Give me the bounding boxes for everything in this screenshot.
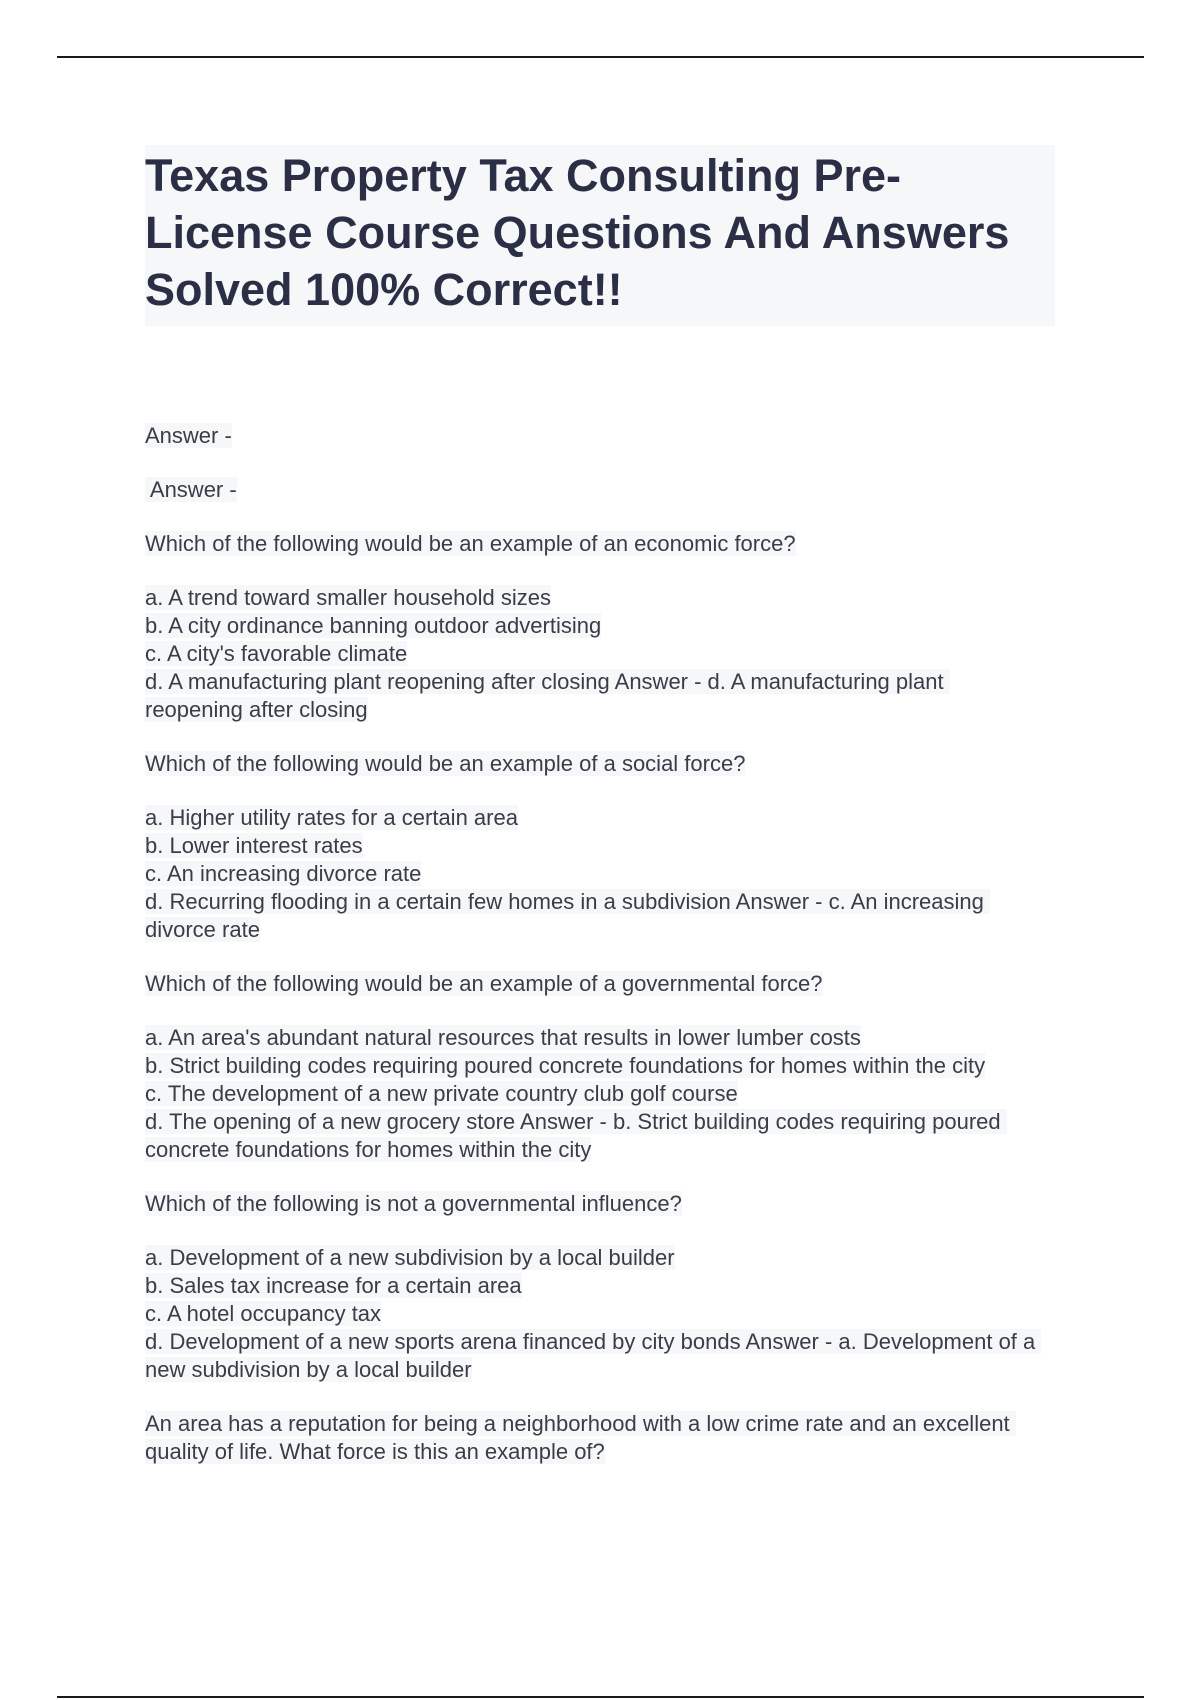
option-item: c. An increasing divorce rate: [145, 861, 422, 886]
option-item: b. Strict building codes requiring poured concrete foundations for homes within the city: [145, 1053, 986, 1078]
option-item: a. Higher utility rates for a certain area: [145, 805, 518, 830]
option-item: c. A hotel occupancy tax: [145, 1301, 382, 1326]
option-item: a. Development of a new subdivision by a local builder: [145, 1245, 675, 1270]
question-text: Which of the following would be an example of a social force?: [145, 751, 746, 776]
options-list: [145, 1024, 1045, 1164]
title-block: [145, 145, 1055, 326]
options-list: [145, 1244, 1045, 1384]
option-item-with-answer: d. The opening of a new grocery store Answer - b. Strict building codes requiring poured concrete foundations for homes within the city: [145, 1109, 1007, 1162]
option-item: b. Lower interest rates: [145, 833, 363, 858]
question-block: [145, 970, 1045, 998]
option-item: c. The development of a new private country club golf course: [145, 1081, 738, 1106]
question-text: Which of the following would be an example of an economic force?: [145, 531, 796, 556]
question-block: [145, 1410, 1045, 1466]
option-item: c. A city's favorable climate: [145, 641, 408, 666]
document-body: [145, 422, 1045, 1492]
question-text: Which of the following would be an example of a governmental force?: [145, 971, 823, 996]
option-item: b. Sales tax increase for a certain area: [145, 1273, 522, 1298]
document-title: Texas Property Tax Consulting Pre-License Course Questions And Answers Solved 100% Correct!!: [145, 150, 1010, 315]
question-block: [145, 1190, 1045, 1218]
intro-line: Answer -: [145, 423, 232, 448]
question-text: An area has a reputation for being a neighborhood with a low crime rate and an excellent quality of life. What force is this an example of?: [145, 1411, 1016, 1464]
option-item-with-answer: d. Recurring flooding in a certain few homes in a subdivision Answer - c. An increasing divorce rate: [145, 889, 991, 942]
question-block: [145, 530, 1045, 558]
options-list: [145, 804, 1045, 944]
intro-line: Answer -: [145, 477, 237, 502]
options-list: [145, 584, 1045, 724]
question-text: Which of the following is not a governmental influence?: [145, 1191, 682, 1216]
option-item: a. An area's abundant natural resources that results in lower lumber costs: [145, 1025, 861, 1050]
option-item-with-answer: d. A manufacturing plant reopening after closing Answer - d. A manufacturing plant reopening after closing: [145, 669, 950, 722]
option-item: b. A city ordinance banning outdoor advertising: [145, 613, 602, 638]
option-item: a. A trend toward smaller household sizes: [145, 585, 552, 610]
bottom-rule: [57, 1696, 1144, 1698]
top-rule: [57, 56, 1144, 58]
option-item-with-answer: d. Development of a new sports arena financed by city bonds Answer - a. Development of a new subdivision by a local builder: [145, 1329, 1042, 1382]
question-block: [145, 750, 1045, 778]
